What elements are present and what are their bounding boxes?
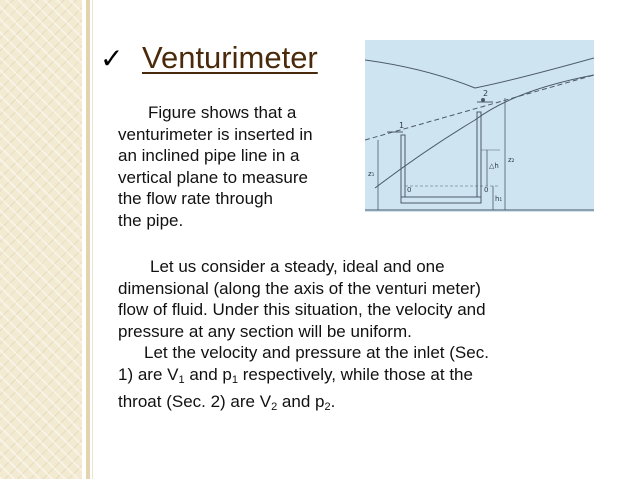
text-line: venturimeter is inserted in	[118, 124, 313, 144]
paragraph-body	[118, 256, 588, 419]
decorative-side-line	[92, 0, 93, 479]
subscript: 2	[271, 401, 278, 413]
pipe-axis-line	[365, 75, 594, 140]
text-segment: and p	[184, 364, 232, 384]
text-line: vertical plane to measure	[118, 167, 308, 187]
label-z2: z₂	[508, 156, 515, 164]
text-segment: .	[330, 392, 336, 411]
text-line: Let the velocity and pressure at the inlet (Sec.	[144, 343, 489, 362]
slide-title: Venturimeter	[142, 40, 318, 75]
label-sec1: 1	[399, 121, 405, 130]
subscript: 2	[324, 401, 331, 413]
text-segment: and p	[277, 392, 325, 411]
text-line: the flow rate through	[118, 189, 273, 208]
text-line: flow of fluid. Under this situation, the velocity and	[118, 300, 486, 319]
label-dh: △h	[489, 162, 499, 170]
venturimeter-figure	[365, 40, 594, 212]
decorative-side-band	[0, 0, 82, 479]
slide-title-row	[100, 36, 318, 80]
text-line: the pipe.	[118, 210, 184, 230]
checkmark-icon: ✓	[100, 41, 124, 75]
venturimeter-diagram	[365, 40, 594, 212]
decorative-side-line	[86, 0, 90, 479]
manometer-right-tube	[477, 112, 481, 197]
text-line: an inclined pipe line in a	[118, 146, 300, 165]
text-segment: 1) are V	[118, 364, 179, 384]
paragraph-intro	[118, 102, 364, 231]
text-line	[118, 391, 588, 419]
text-line	[118, 364, 588, 392]
text-line: Let us consider a steady, ideal and one	[150, 257, 445, 276]
manometer-bottom	[401, 197, 481, 203]
pipe-upper-wall	[365, 58, 594, 88]
text-segment: respectively, while those at the	[238, 364, 473, 384]
label-zero-right: 0	[484, 186, 489, 194]
label-sec2: 2	[483, 89, 489, 98]
text-line: Figure shows that a	[148, 103, 297, 122]
text-line: pressure at any section will be uniform.	[118, 321, 412, 341]
label-zero-left: 0	[407, 186, 412, 194]
label-h1: h₁	[495, 195, 503, 203]
subscript: 1	[178, 373, 185, 386]
section-2-point	[481, 98, 485, 102]
label-z1: z₁	[368, 170, 375, 178]
subscript: 1	[231, 373, 238, 386]
text-line: dimensional (along the axis of the venturi meter)	[118, 278, 481, 298]
text-segment: throat (Sec. 2) are V	[118, 392, 272, 411]
